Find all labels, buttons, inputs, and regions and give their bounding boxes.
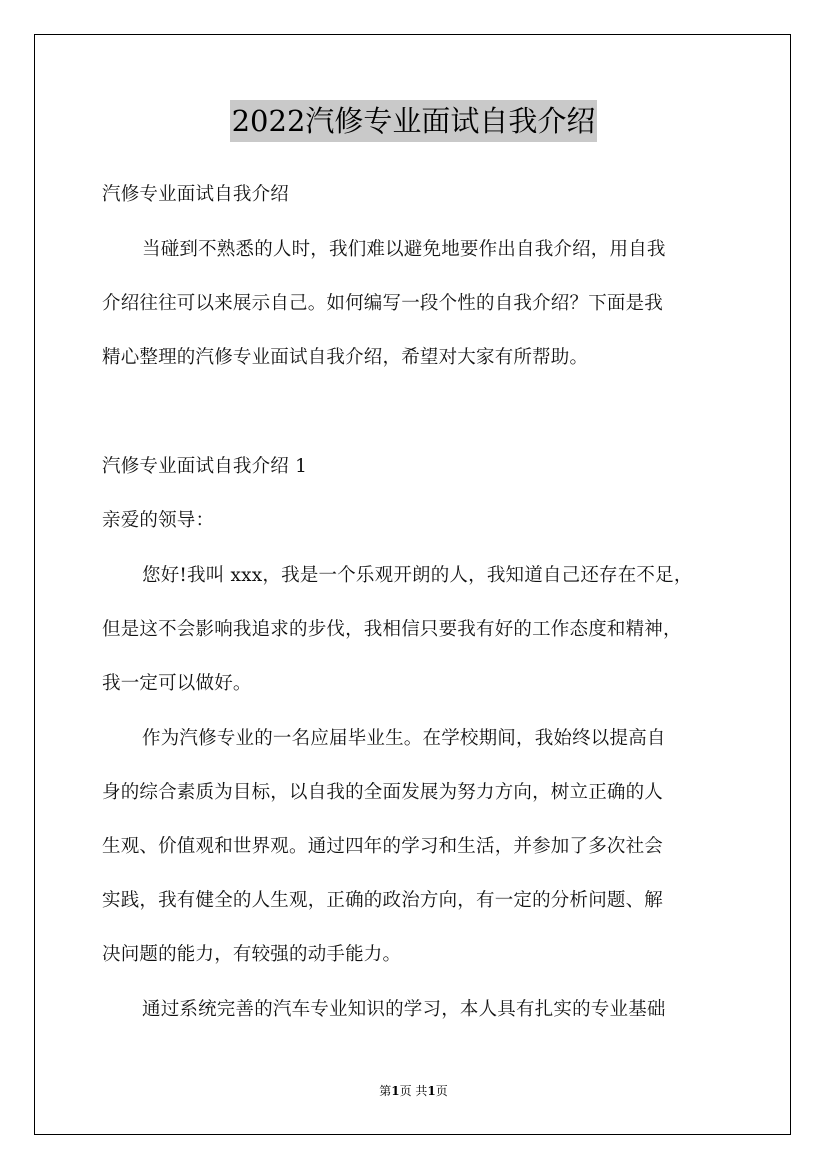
- document-title: 2022汽修专业面试自我介绍: [230, 100, 598, 142]
- paragraph-line: 我一定可以做好。: [102, 673, 252, 694]
- footer-prefix: 第: [379, 1084, 392, 1098]
- paragraph-line: 介绍往往可以来展示自己。如何编写一段个性的自我介绍？下面是我: [102, 293, 664, 314]
- footer-mid: 页 共: [399, 1084, 428, 1098]
- paragraph-line: 作为汽修专业的一名应届毕业生。在学校期间，我始终以提高自: [142, 728, 666, 749]
- footer-suffix: 页: [435, 1084, 448, 1098]
- paragraph-line: 您好!我叫 xxx，我是一个乐观开朗的人，我知道自己还存在不足，: [142, 565, 693, 586]
- salutation: 亲爱的领导：: [102, 510, 215, 531]
- paragraph-line: 通过系统完善的汽车专业知识的学习，本人具有扎实的专业基础: [142, 999, 666, 1020]
- paragraph-line: 实践，我有健全的人生观，正确的政治方向，有一定的分析问题、解: [102, 890, 664, 911]
- paragraph-line: 决问题的能力，有较强的动手能力。: [102, 944, 402, 965]
- paragraph-line: 身的综合素质为目标，以自我的全面发展为努力方向，树立正确的人: [102, 782, 664, 803]
- paragraph-line: 当碰到不熟悉的人时，我们难以避免地要作出自我介绍，用自我: [142, 239, 666, 260]
- title-container: [0, 100, 827, 142]
- page-footer: [0, 1083, 827, 1099]
- section-heading: 汽修专业面试自我介绍: [102, 184, 290, 205]
- paragraph-line: 但是这不会影响我追求的步伐，我相信只要我有好的工作态度和精神，: [102, 619, 682, 640]
- paragraph-line: 生观、价值观和世界观。通过四年的学习和生活，并参加了多次社会: [102, 836, 664, 857]
- footer-page-number: 1: [391, 1084, 400, 1098]
- section-heading: 汽修专业面试自我介绍 1: [102, 456, 308, 477]
- paragraph-line: 精心整理的汽修专业面试自我介绍，希望对大家有所帮助。: [102, 347, 589, 368]
- footer-page-total: 1: [427, 1084, 436, 1098]
